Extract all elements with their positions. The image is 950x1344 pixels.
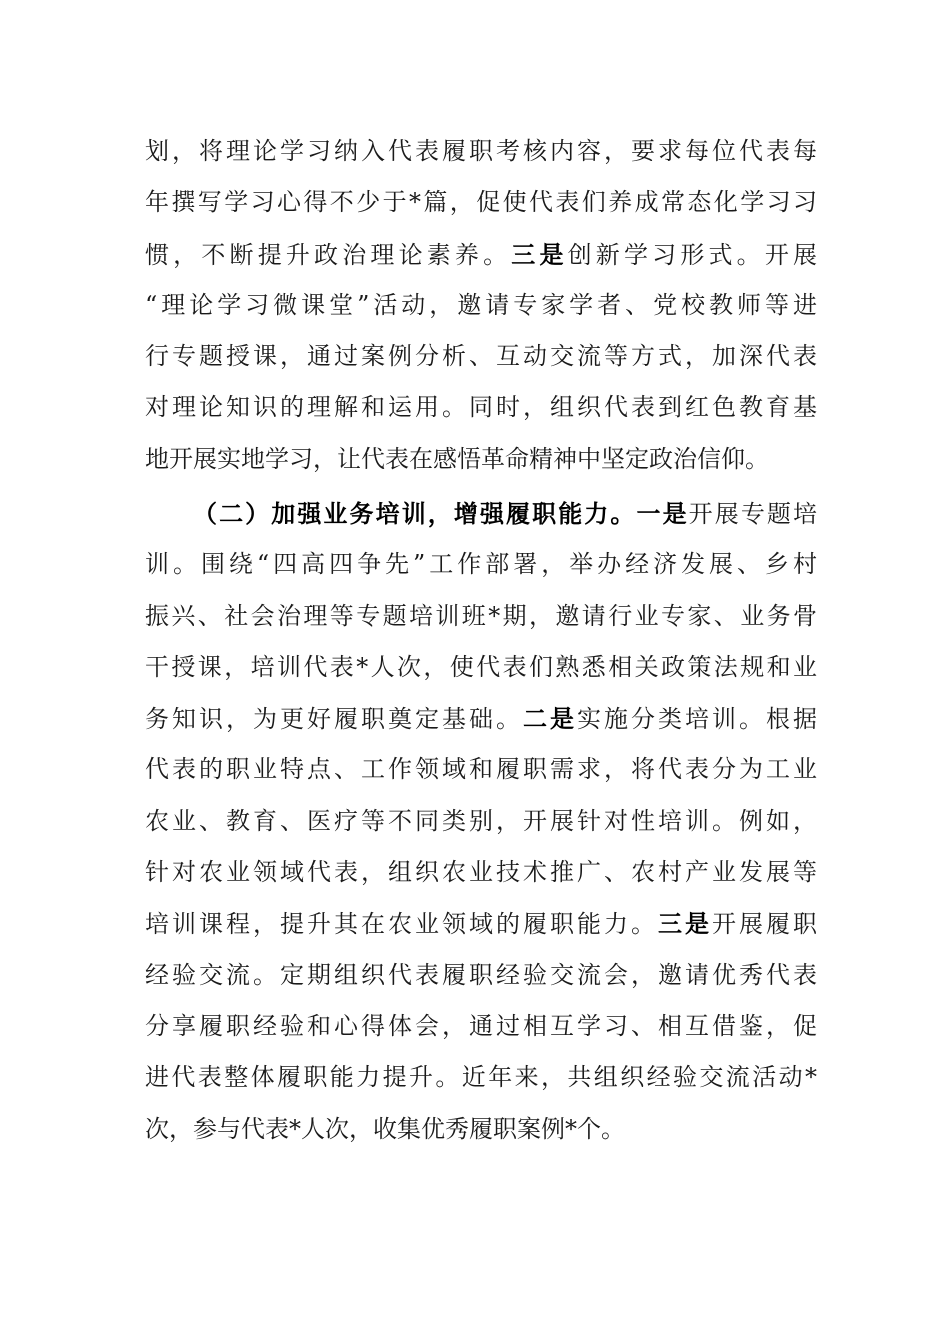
text-segment: 开展履职 [712, 910, 817, 939]
paragraph-theory-study [145, 126, 817, 485]
text-line: 干授课，培训代表*人次，使代表们熟悉相关政策法规和业 [145, 652, 817, 681]
text-line: 农业、教育、医疗等不同类别，开展针对性培训。例如， [145, 806, 817, 835]
text-line [145, 229, 817, 280]
text-line: 地开展实地学习，让代表在感悟革命精神中坚定政治信仰。 [145, 444, 769, 473]
text-line: 进代表整体履职能力提升。近年来，共组织经验交流活动* [145, 1063, 817, 1092]
text-segment: 创新学习形式。开展 [567, 240, 817, 269]
ordinal-marker: 二是 [523, 704, 577, 734]
section-heading: （二）加强业务培训，增强履职能力。 [193, 499, 637, 528]
ordinal-marker: 一是 [636, 499, 689, 528]
text-line: 对理论知识的理解和运用。同时，组织代表到红色教育基 [145, 393, 817, 422]
text-line: 代表的职业特点、工作领域和履职需求，将代表分为工业 [145, 755, 817, 784]
text-line: 行专题授课，通过案例分析、互动交流等方式，加深代表 [145, 342, 817, 371]
text-line: 训。围绕“四高四争先”工作部署，举办经济发展、乡村 [145, 550, 817, 579]
text-line: 划，将理论学习纳入代表履职考核内容，要求每位代表每 [145, 137, 817, 165]
text-line: “理论学习微课堂”活动，邀请专家学者、党校教师等进 [145, 290, 817, 319]
paragraph-business-training [145, 488, 817, 1155]
text-segment: 开展专题培 [688, 500, 817, 528]
text-line [145, 488, 817, 539]
text-line: 次，参与代表*人次，收集优秀履职案例*个。 [145, 1114, 625, 1143]
text-line: 经验交流。定期组织代表履职经验交流会，邀请优秀代表 [145, 960, 817, 989]
text-line: 分享履职经验和心得体会，通过相互学习、相互借鉴，促 [145, 1011, 817, 1040]
text-line [145, 898, 817, 949]
text-segment: 培训课程，提升其在农业领域的履职能力。 [145, 910, 658, 939]
text-line: 振兴、社会治理等专题培训班*期，邀请行业专家、业务骨 [145, 601, 817, 630]
text-segment: 惯，不断提升政治理论素养。 [145, 240, 512, 269]
ordinal-marker: 三是 [511, 239, 568, 269]
text-segment: 务知识，为更好履职奠定基础。 [145, 705, 523, 734]
text-segment: 实施分类培训。根据 [577, 705, 817, 734]
text-line [145, 693, 817, 744]
text-line: 年撰写学习心得不少于*篇，促使代表们养成常态化学习习 [145, 188, 817, 217]
ordinal-marker: 三是 [658, 909, 712, 939]
text-line: 针对农业领域代表，组织农业技术推广、农村产业发展等 [145, 858, 817, 887]
